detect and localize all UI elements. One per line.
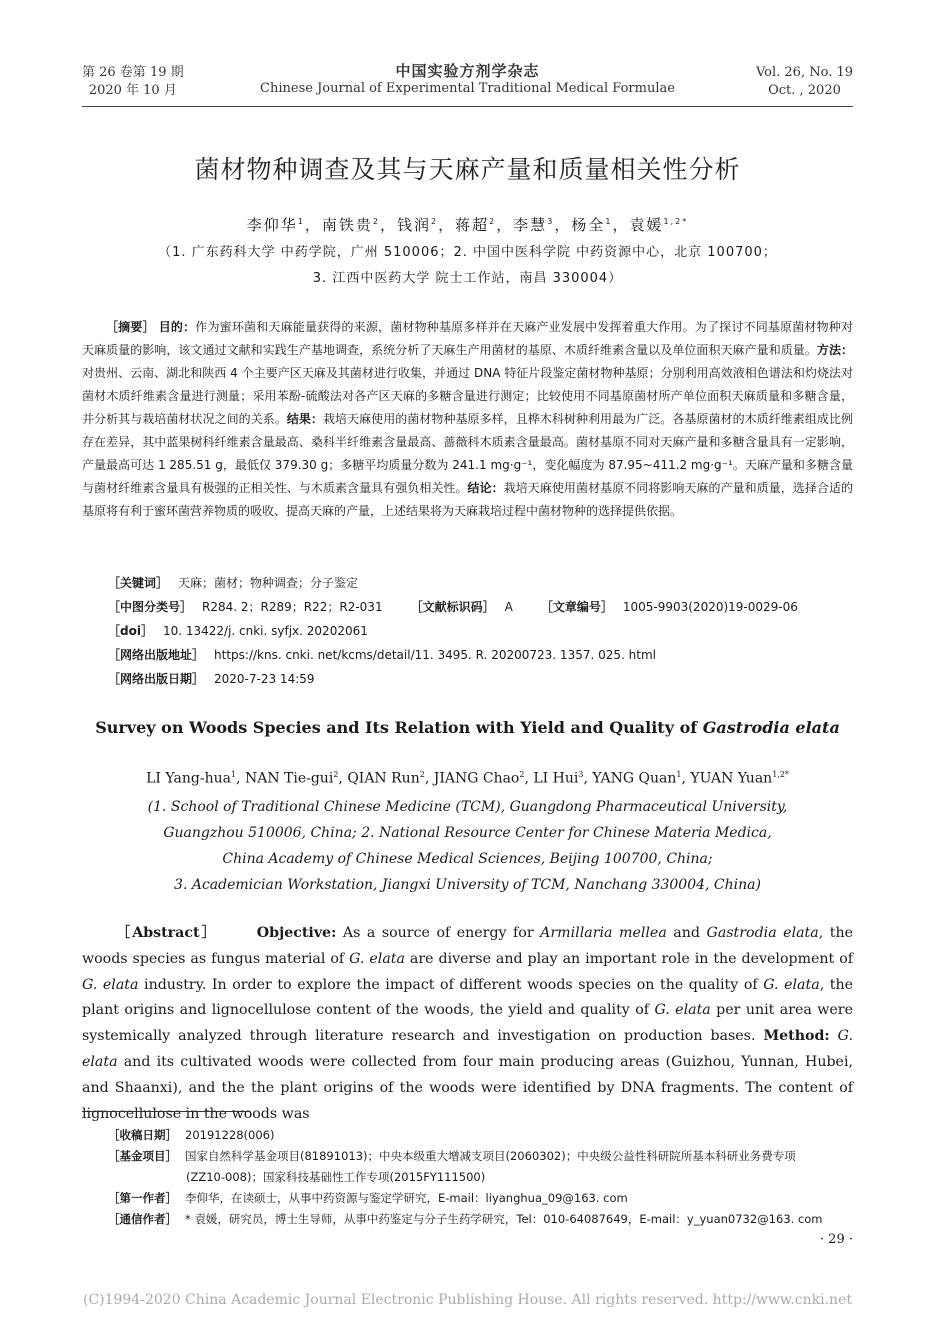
received-value: 20191228(006) [185,1128,275,1142]
keywords-value: 天麻；菌材；物种调查；分子鉴定 [178,576,359,590]
pubdate-value: 2020-7-23 14:59 [214,672,315,686]
species-abbrev: G. elata [82,976,139,993]
author-name: 李仰华 [246,216,298,234]
author-affiliation-mark: 2 [372,217,380,226]
author-affiliation-mark: 2 [431,217,439,226]
first-author-label: ［第一作者］ [108,1191,177,1205]
article-no-label: ［文章编号］ [540,600,613,614]
affiliation-en-line: (1. School of Traditional Chinese Medicine (TCM), Guangdong Pharmaceutical University, [147,799,788,815]
article-no-value: 1005-9903(2020)19-0029-06 [622,600,798,614]
fund-value: 国家自然科学基金项目(81891013)；中央本级重大增减支项目(2060302)；中央级公益性科研院所基本科研业务费专项 [185,1149,796,1163]
abstract-cn-label: ［摘要］ [106,320,155,334]
conclusion-cn-text: 栽培天麻使用菌材基原不同将影响天麻的产量和质量，选择合适的基原将有利于蜜环菌营养物质的吸收、提高天麻的产量，上述结果将为天麻栽培过程中菌材物种的选择提供依据。 [82,481,853,518]
species-abbrev: G. elata [82,1028,853,1070]
author-affiliation-mark: 2 [489,217,497,226]
author-affiliation-mark: 1,2* [772,770,789,779]
author-affiliation-mark: 1 [297,217,305,226]
footnotes [108,1125,853,1230]
objective-cn-text: 作为蜜环菌和天麻能量获得的来源，菌材物种基原多样并在天麻产业发展中发挥着重大作用。为了探讨不同基原菌材物种对天麻质量的影响，该文通过文献和实践生产基地调查，系统分析了天麻生产用菌材的基原、木质纤维素含量以及单位面积天麻产量和质量。 [82,320,853,357]
fund-row-cont: (ZZ10-008)；国家科技基础性工作专项(2015FY111500) [186,1170,486,1184]
objective-en-label: Objective: [256,925,337,941]
abstract-cn [82,316,853,523]
author-name: 袁媛 [629,216,664,234]
method-en-label: Method: [763,1028,830,1045]
doc-code-label: ［文献标识码］ [410,600,495,614]
fund-label: ［基金项目］ [108,1149,177,1163]
affiliation-en-line: Guangzhou 510006, China; 2. National Resource Center for Chinese Materia Medica, [163,825,772,841]
species-abbrev: G. elata [349,950,405,967]
header-issue [82,64,184,100]
objective-en-text: , the plant origins and lignocellulose content of the woods, the yield and quality of [82,976,854,1019]
clc-label: ［中图分类号］ [108,600,193,614]
doi-row [108,619,798,643]
corresponding-label: ［通信作者］ [108,1212,177,1226]
header-volume-en-line: Vol. 26, No. 19 [755,65,853,80]
affiliations-cn [82,240,853,292]
authors-en: LI Yang-hua$^1$, NAN Tie-gui$^2$, QIAN Run$^2$, JIANG Chao$^2$, LI Hui$^3$, YANG Quan$^1$, YUAN Yuan$^{1,2*}$ [146,770,789,787]
species-abbrev: G. elata [654,1002,711,1019]
copyright-watermark: (C)1994-2020 China Academic Journal Electronic Publishing House. All rights reserved. http://www.cnki.net [82,1292,852,1308]
pubdate-row [108,667,798,691]
author-affiliation-mark: 1 [676,770,682,779]
header-date-en: Oct. , 2020 [768,83,841,98]
url-value[interactable]: https://kns. cnki. net/kcms/detail/11. 3495. R. 20200723. 1357. 025. html [214,648,656,662]
title-en-text: Survey on Woods Species and Its Relation with Yield and Quality of [95,718,703,737]
author-affiliation-mark: 2 [519,770,525,779]
corresponding-value: * 袁媛，研究员，博士生导师，从事中药鉴定与分子生药学研究，Tel：010-64087649，E-mail：y_yuan0732@163. com [185,1212,823,1226]
result-cn-text: 栽培天麻使用的菌材物种基原多样，且桦木科树种利用最为广泛。各基原菌材的木质纤维素组成比例存在差异，其中蓝果树科纤维素含量最高、桑科半纤维素含量最高、蔷薇科木质素含量最高。菌材基原不同对天麻产量和多糖含量具有一定影响，产量最高可达 1 285.51 g，最低仅 379.30 g；多糖平均质量分数为 241.1 mg·g⁻¹，变化幅度为 87.95~411.2 mg·g⁻¹。天麻产量和多糖含量与菌材纤维素含量具有极强的正相关性、与木质素含量具有强负相关性。 [82,412,853,495]
conclusion-cn-label: 结论： [467,481,504,495]
page-number: · 29 · [819,1232,853,1247]
author-name: QIAN Run [347,770,420,787]
keywords-row [108,571,798,595]
first-author-value: 李仰华，在读硕士，从事中药资源与鉴定学研究，E-mail：liyanghua_09@163. com [185,1191,628,1205]
author-affiliation-mark: 1 [230,770,237,779]
header-rule [82,106,853,107]
pubdate-label: ［网络出版日期］ [108,672,205,686]
objective-en-text: As a source of energy for [336,925,541,941]
author-name: 李慧 [513,216,548,234]
header-volume-cn: 第 26 卷第 19 期 [82,65,184,80]
authors-cn: 李仰华$^1$，南铁贵$^2$，钱润$^2$，蒋超$^2$，李慧$^3$，杨全$^1$，袁媛$^{1,2*}$ [246,216,689,234]
doc-code-value: A [504,600,513,614]
species-armillaria: Armillaria mellea [540,925,667,941]
footnote-rule [82,1111,250,1112]
corresponding-row [108,1209,853,1230]
objective-cn-label: 目的： [158,320,196,334]
author-name: 杨全 [571,216,606,234]
clc-value: R284. 2；R289；R22；R2-031 [202,600,383,614]
author-affiliation-mark: 3 [547,217,555,226]
abstract-en [82,921,853,1127]
doi-value[interactable]: 10. 13422/j. cnki. syfjx. 20202061 [162,624,368,638]
received-label: ［收稿日期］ [108,1128,177,1142]
author-affiliation-mark: 2 [333,770,339,779]
author-name: LI Hui [533,770,579,787]
title-cn: 菌材物种调查及其与天麻产量和质量相关性分析 [194,155,741,184]
method-cn-label: 方法： [816,343,853,357]
author-name: NAN Tie-gui [244,770,334,787]
objective-en-text: per unit area were systemically analyzed through literature research and investigation on production bases. [82,1002,853,1045]
author-affiliation-mark: 1 [605,217,613,226]
header-journal [200,62,735,98]
author-name: 钱润 [397,216,432,234]
affiliation-cn-line: 3. 江西中医药大学 院士工作站，南昌 330004） [312,271,623,286]
objective-en-text: are diverse and play an important role in the development of [404,950,853,967]
author-name: 蒋超 [455,216,490,234]
method-en-text: and its cultivated woods were collected from four main producing areas (Guizhou, Yunnan, Hubei, and Shaanxi), and the the plant origins of the woods were identified by DNA fragments. The content of lignocellulose in the woods was [82,1053,853,1122]
affiliation-en-line: China Academy of Chinese Medical Sciences, Beijing 100700, China; [222,851,713,867]
received-row [108,1125,853,1146]
author-name: JIANG Chao [433,770,520,787]
keywords-label: ［关键词］ [108,576,169,590]
author-affiliation-mark: 2 [419,770,425,779]
author-affiliation-mark: 3 [578,770,584,779]
method-cn-text: 对贵州、云南、湖北和陕西 4 个主要产区天麻及其菌材进行收集，并通过 DNA 特征片段鉴定菌材物种基原；分别利用高效液相色谱法和灼烧法对菌材木质纤维素含量进行测量；采用苯酚-硫酸法对各产区天麻的多糖含量进行测定；比较使用不同基原菌材所产单位面积天麻质量和多糖含量，并分析其与栽培菌材状况之间的关系。 [82,366,853,426]
author-name: YANG Quan [592,770,677,787]
doi-label: ［doi］ [108,624,153,638]
author-name: YUAN Yuan [690,770,773,787]
objective-en-text: industry. In order to explore the impact of different woods species on the quality of [138,976,764,993]
result-cn-label: 结果： [286,412,323,426]
journal-name-en: Chinese Journal of Experimental Traditional Medical Formulae [260,81,675,96]
species-gastrodia: Gastrodia elata [706,925,819,941]
author-name: 南铁贵 [321,216,373,234]
title-en-species: Gastrodia elata [702,718,840,737]
header-date-cn: 2020 年 10 月 [88,83,177,98]
fund-row [108,1146,853,1167]
header-volume-en [756,64,853,100]
objective-en-text: , the woods species as fungus material of [82,925,853,967]
objective-en-text: and [666,925,707,941]
url-row [108,643,798,667]
author-affiliation-mark: 1,2* [663,217,689,226]
affiliation-en-line: 3. Academician Workstation, Jiangxi University of TCM, Nanchang 330004, China) [174,877,761,893]
classification-row [108,595,798,619]
url-label: ［网络出版地址］ [108,648,205,662]
species-abbrev: G. elata [763,976,820,993]
affiliations-en [82,794,853,898]
author-name: LI Yang-hua [146,770,231,787]
abstract-en-label: ［Abstract］ [114,925,218,941]
affiliation-cn-line: （1. 广东药科大学 中药学院，广州 510006；2. 中国中医科学院 中药资源中心，北京 100700； [158,245,777,260]
title-en [82,718,853,737]
first-author-row [108,1188,853,1209]
journal-name-cn: 中国实验方剂学杂志 [395,62,540,80]
meta-block [108,571,798,691]
method-en-text [830,1028,838,1044]
